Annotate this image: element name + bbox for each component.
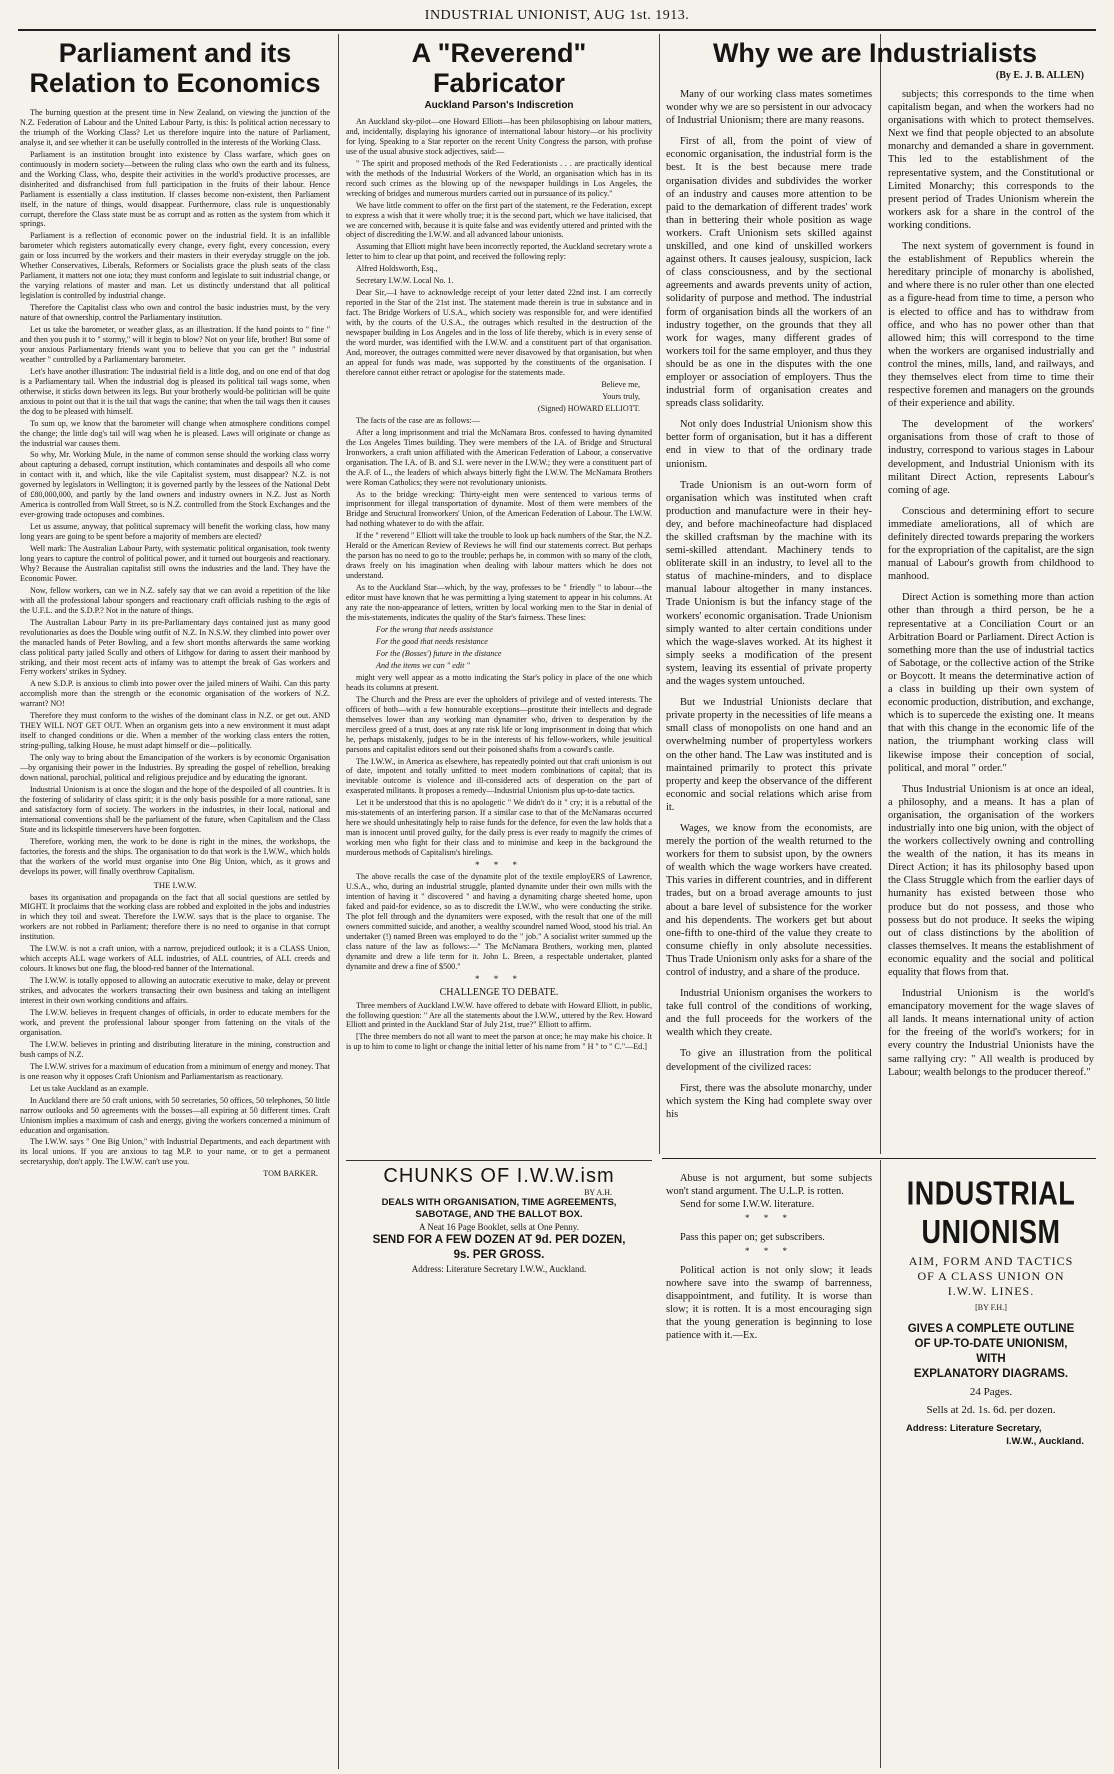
advert-author: [BY F.H.] bbox=[975, 1303, 1007, 1312]
paragraph: Industrial Unionism is the world's emancipatory movement for the wage slaves of all lands. It means international unity of action for the freeing of the world's workers; for in every country the Industrial Unionists have the same rallying cry: " All wealth is produced by Labour; wealth belongs to the producer thereof." bbox=[888, 988, 1094, 1078]
advert-address: Address: Literature Secretary, bbox=[906, 1423, 1042, 1434]
verse-line: For the good that needs resistance bbox=[376, 636, 488, 646]
paragraph: [The three members do not all want to meet the parson at once; he may make his choice. It is up to him to come to light or change the initial letter of his name from " H " to " C."—Ed.] bbox=[346, 1032, 652, 1052]
paragraph: Wages, we know from the economists, are merely the portion of the wealth returned to the workers for them to subsist upon, by the owners of wealth which the wage workers have created. This varies in different countries, and in different trades, but on a broad average amounts to just about a bare level of subsistence for the worker and his dependents. The workers get but about one-fifth to one-third of the value they create to consume chiefly in only absolute necessities. Thus Trade Unionism only asks for a share of the control of industry, and a share of the produce. bbox=[666, 822, 872, 978]
column-rule bbox=[659, 34, 660, 1154]
advert-line: EXPLANATORY DIAGRAMS. bbox=[913, 1368, 1069, 1380]
paragraph: Therefore the Capitalist class who own and control the basic industries must, by the very nature of that ownership, control the Parliamentary institution. bbox=[20, 303, 330, 323]
column-rule bbox=[880, 1160, 881, 1768]
column-rule bbox=[338, 34, 339, 1769]
chunks-advert bbox=[346, 1160, 652, 1291]
article-industrialists-col-a bbox=[666, 88, 872, 1156]
paragraph: The I.W.W. is not a craft union, with a narrow, prejudiced outlook; it is a CLASS Union, which accepts ALL wage workers of ALL industries, of ALL countries, of ALL creeds and colours. It knows but one flag, the blood-red banner of the International. bbox=[20, 944, 330, 974]
paragraph: The I.W.W. is totally opposed to allowing an autocratic executive to make, delay or prevent strikes, and advocates the workers transacting their own business and taking an intelligent interest in their own working conditions and affairs. bbox=[20, 976, 330, 1006]
letter-line: Dear Sir,—I have to acknowledge receipt of your letter dated 22nd inst. I am correctly reported in the Star of the 21st inst. The statement made therein is true in substance and in fact. The Bridge Workers of U.S.A., which society was responsible for, and were identified with, by the courts of the U.S.A., the outrages which resulted in the destruction of the newspaper building in Los Angeles and in the loss of life thereby, which is in every sense of the word murder, was identified with the I.W.W. and a constituent part of that organisation. And, moreover, the outrages committed were never disavowed by that organisation, but when an appeal for funds was made, was supported by the constituents of the organisation. I therefore cannot either retract or apologise for the statements made. bbox=[346, 288, 652, 377]
paragraph: Assuming that Elliott might have been incorrectly reported, the Auckland secretary wrote a letter to him to clear up that point, and received the following reply: bbox=[346, 242, 652, 262]
advert-line: OF UP-TO-DATE UNIONISM, bbox=[914, 1338, 1068, 1350]
letter-line: Alfred Holdsworth, Esq., bbox=[356, 264, 438, 274]
advert-pages: 24 Pages. bbox=[969, 1386, 1013, 1398]
paragraph: Let us take the barometer, or weather glass, as an illustration. If the hand points to " fine " and then you push it to " stormy," will it begin to blow? Not on your life, brother! But some of your anxious Parliamentary friends want you to believe that you can get the " industrial weather " controlled by a Parliamentary barometer. bbox=[20, 325, 330, 364]
advert-price: SEND FOR A FEW DOZEN AT 9d. PER DOZEN, bbox=[372, 1234, 626, 1246]
paragraph: Parliament is a reflection of economic power on the industrial field. It is an infallible barometer which registers automatically every change, every fight, every concession, every gain or loss incurred by the workers and their masters in their everyday struggle on the job. Whether Conservatives, Liberals, Reformers or Socialists grace the plush seats of the class Parliament, it matters not one iota; they must conform and legislate to suit industrial change, or the varying relations of master and man. Let us distinctly understand that all political legislation is controlled by industrial change. bbox=[20, 231, 330, 301]
paragraph: The burning question at the present time in New Zealand, on viewing the junction of the N.Z. Federation of Labour and the United Labour Party, is this: Is political action necessary to the triumph of the Working Class? Let us therefore inquire into the nature of Parliament, analyse it, and see whether it can be usefully controlled in the interests of the Working Class. bbox=[20, 108, 330, 147]
paragraph: First, there was the absolute monarchy, under which system the King had complete sway over his bbox=[666, 1082, 872, 1120]
advert-line: WITH bbox=[976, 1353, 1006, 1365]
article-reverend-fabricator bbox=[346, 38, 652, 1158]
signature: TOM BARKER. bbox=[263, 1169, 318, 1179]
subheading: THE I.W.W. bbox=[153, 879, 197, 890]
separator-stars: * * * bbox=[475, 973, 523, 984]
paragraph: Therefore, working men, the work to be done is right in the mines, the workshops, the factories, the forests and the ships. The organisation to do that work is the I.W.W., which holds that the workers of the world must organise into One Big Union, which, as it grows and develops its power, will finally overthrow Capitalism. bbox=[20, 836, 330, 876]
paragraph: To give an illustration from the political development of the civilized races: bbox=[666, 1048, 872, 1073]
paragraph: As to the bridge wrecking: Thirty-eight men were sentenced to various terms of imprisonment for illegal transportation of dynamite. Most of them were members of the Bridge and Structural Ironworkers' Union, of the American Federation of Labour. The I.W.W. had nothing whatever to do with the affair. bbox=[346, 489, 652, 529]
paragraph: But we Industrial Unionists declare that private property in the necessities of life means a small class of monopolists on one hand and an overwhelming number of propertyless workers on the other hand. The Law was instituted and is maintained primarily to protect this private property and keep the observance of the different economic and social relations which arise from it. bbox=[666, 697, 872, 813]
short-item: Pass this paper on; get subscribers. bbox=[680, 1232, 825, 1243]
paragraph: Let's have another illustration: The industrial field is a little dog, and on one end of that dog is a Parliamentary tail. When the industrial dog is pleased its political tail wags some, when otherwise, it sticks down between its legs. But your brotherly would-be politician will be quite anxious to point out that it is the tail that wags the canine; that when the tail wags then it causes the dog to be pleased with himself. bbox=[20, 366, 330, 416]
short-items bbox=[666, 1172, 872, 1768]
verse-line: And the items we can " edit " bbox=[376, 660, 470, 670]
paragraph: So why, Mr. Working Mule, in the name of common sense should the working class worry about capturing a debased, corrupt institution, which contaminates and despoils all who come in contact with it, and which, like the vile Capitalist system, must disappear? N.Z. is not governed by legislators in Wellington; it is governed partly by the lessees of the National Debt of £80,000,000, and partly by the land owners and industry owners in N.Z. Just as North America is controlled from Wall Street, so is N.Z. controlled from the Stock Exchanges and the ever-growing trade octopuses and combines. bbox=[20, 450, 330, 520]
paragraph: The only way to bring about the Emancipation of the workers is by economic Organisation—by organising their power in the Industries. By spreading the gospel of rebellion, breaking down national, parochial, political and religious prejudice and by educating the ignorant. bbox=[20, 753, 330, 782]
letter-close: Believe me, bbox=[601, 379, 640, 389]
paragraph: The I.W.W. believes in printing and distributing literature in the mining, construction and bush camps of N.Z. bbox=[20, 1039, 330, 1059]
advert-subtitle: OF A CLASS UNION ON bbox=[917, 1269, 1065, 1283]
paragraph: Trade Unionism is an out-worn form of organisation which was instituted when craft production and manufacture were in their hey-dey, and before machineofacture had displaced the skilled craftsman by the machine with its semi-skilled attendant. Machinery tends to obliterate skill in an industry, to level all to the status of machine-minders, and to displace manual labour altogether in many instances. Trade Unionism is but the infancy stage of the workers' economic organisation. Trade Unionism simply wanted to alter certain conditions under which the wage-slaves worked. At its highest it simply seeks a modification of the present system, leaving its essential of private property and the wages system untouched. bbox=[666, 479, 872, 688]
paragraph: The next system of government is found in the establishment of Republics wherein the hereditary principle of monarchy is abolished, and where there is no ruler other than one elected as a figure-head from time to time, a person who is elected to office and has to withdraw from office, and who has no power other than that allowed him; this will correspond to the time when the workers are organised industrially and control the mines, mills, land, and railways, and they themselves elect from time to time their respective foremen and managers on the grounds of their experience and ability. bbox=[888, 241, 1094, 410]
advert-address: I.W.W., Auckland. bbox=[1006, 1436, 1084, 1447]
industrial-unionism-advert bbox=[888, 1172, 1094, 1768]
paragraph: Well mark: The Australian Labour Party, with systematic political organisation, took twenty long years to capture the control of political power, and it turned out bourgeois and reactionary. Why? Because the Australian capitalist still owns the industries and the land. They have the Economic Power. bbox=[20, 544, 330, 583]
advert-author: BY A.H. bbox=[584, 1188, 612, 1197]
paragraph: Therefore they must conform to the wishes of the dominant class in N.Z. or get out. AND THEY WILL NOT GET OUT. When an organism gets into a new environment it must adapt itself to changed conditions or die. When a member of the working class enters the rotten, string-pulling, talking House, he must adapt himself or die—politically. bbox=[20, 711, 330, 751]
paragraph: The I.W.W. says " One Big Union," with Industrial Departments, and each department with its local unions. If you are anxious to tag M.P. to your name, or to get a permanent secretaryship, don't apply. The I.W.W. can't use you. bbox=[20, 1137, 330, 1167]
advert-title: CHUNKS OF I.W.W.ism bbox=[383, 1165, 615, 1187]
advert-line: DEALS WITH ORGANISATION, TIME AGREEMENTS, bbox=[381, 1197, 617, 1208]
paragraph: If the " reverend " Elliott will take the trouble to look up back numbers of the Star, the N.Z. Herald or the American Review of Reviews he will find our statements correct. But perhaps the parson has no need to go to the trouble; perhaps he, in common with so many of the cloth, draws freely on his imagination when dealing with labour matters which he does not understand. bbox=[346, 531, 652, 581]
paragraph: Parliament is an institution brought into existence by Class warfare, which goes on continuously in modern society—between the ruling class who own the earth and its fulness, and the Working Class, who, despite their activities in the world's productive processes, are disinherited and disfranchised from full participation in the fruits of their labour. Hence Parliament is essentially a class institution. If classes become non-existent, then Parliament itself, in the nature of things, would disappear. Furthermore, class rule is unquestionably corrupt, therefore the Class state must be as corrupt and as rotten as the system from which it springs. bbox=[20, 149, 330, 229]
advert-address: Address: Literature Secretary I.W.W., Auckland. bbox=[411, 1264, 587, 1274]
separator-stars: * * * bbox=[745, 1213, 793, 1223]
article-title: A "Reverend" Fabricator bbox=[411, 38, 587, 98]
paragraph: The I.W.W. believes in frequent changes of officials, in order to educate members for the work, and prevent the professional labour sponger from fattening on the vitals of the organisation. bbox=[20, 1008, 330, 1037]
masthead: INDUSTRIAL UNIONIST, AUG 1st. 1913. bbox=[424, 8, 690, 23]
paragraph: Three members of Auckland I.W.W. have offered to debate with Howard Elliott, in public, the following question: " Are all the statements about the I.W.W., uttered by the Rev. Howard Elliott and printed in the Auckland Star of July 21st, true?" Elliott to affirm. bbox=[346, 1000, 652, 1030]
separator-stars: * * * bbox=[745, 1246, 793, 1256]
paragraph: The Australian Labour Party in its pre-Parliamentary days contained just as many good revolutionaries as does the Double wing outfit of N.Z. In N.S.W. they climbed into power over the manacled hands of Peter Bowling, and a few short months afterwards the same working class political party jailed Scully and others of Lithgow for daring to assert their manhood by striking, and their most recent acts of infamy was to attempt the break of Gas workers and Ferry workers' strikes in Sydney. bbox=[20, 617, 330, 677]
paragraph: The Church and the Press are ever the upholders of privilege and of vested interests. The officers of both—with a few honourable exceptions—prostitute their intellects and degrade themselves lower than any working man dynamiter who, driven to desperation by the merciless greed of a trust, does at any rate risk life or long imprisonment in doing that which he, perhaps mistakenly, judges to be in the interests of his fellow-workers, while jesuitical parsons and capitalist editors send out their poisoned shafts from a coward's castle. bbox=[346, 694, 652, 754]
paragraph: " The spirit and proposed methods of the Red Federationists . . . are practically identical with the methods of the Industrial Workers of the World, an organisation which has in its record such crimes as the blowing up of the newspaper buildings in Los Angeles, the wrecking of bridges and numerous murders carried out in pursuance of its policy." bbox=[346, 158, 652, 198]
paragraph: After a long imprisonment and trial the McNamara Bros. confessed to having dynamited the Los Angeles Times building. They were members of the I.A. of Bridge and Structural Ironworkers, a craft union affiliated with the American Federation of Labour, a conservative organisation. The I.A. of B. and S.I. were never in the I.W.W.; they were a constituent part of the A.F. of L., the leaders of which always bitterly fight the I.W.W. The McNamara Brothers were Roman Catholics; they were not revolutionary unionists. bbox=[346, 427, 652, 487]
verse-line: For the wrong that needs assistance bbox=[376, 624, 493, 634]
paragraph: As to the Auckland Star—which, by the way, professes to be " friendly " to labour—the editor must have known that he was permitting a lying statement to appear in his columns. At any rate the non-appearance of letters, written by local working men to the Star in denial of the mis-statements, indicates the quality of the Star's fairness. These lines: bbox=[346, 583, 652, 622]
paragraph: Now, fellow workers, can we in N.Z. safely say that we can avoid a repetition of the like with all the professional labour spongers and reactionary craft officials rushing to the ægis of the U.F.L. and the S.D.P.? Not in the nature of things. bbox=[20, 585, 330, 615]
paragraph: The facts of the case are as follows:— bbox=[356, 415, 480, 425]
paragraph: We have little comment to offer on the first part of the statement, re the Federation, except to express a wish that it were wholly true; it is the second part, which we have italicised, that we are concerned with, because it is quite false and was evidently uttered and printed with the object of discrediting the I.W.W. and all advanced labour unionists. bbox=[346, 200, 652, 240]
separator-stars: * * * bbox=[475, 860, 523, 871]
masthead-rule bbox=[18, 29, 1096, 31]
verse-line: For the (Bosses') future in the distance bbox=[376, 648, 502, 658]
short-item: Send for some I.W.W. literature. bbox=[680, 1199, 815, 1210]
short-item: Political action is not only slow; it leads nowhere save into the swamp of barrenness, disappointment, and futility. It is worse than slow; it is rotten. It is a most encouraging sign that the young generation is beginning to lose patience with it.—Ex. bbox=[666, 1265, 872, 1341]
advert-subtitle: I.W.W. LINES. bbox=[947, 1284, 1035, 1298]
paragraph: An Auckland sky-pilot—one Howard Elliott—has been philosophising on labour matters, and, incidentally, displaying his ignorance of international labour history—or his proclivity for lying. Speaking to a Star reporter on the recent Unity Congress the parson, with profuse use of the usual abusive stock adjectives, said:— bbox=[346, 117, 652, 156]
paragraph: subjects; this corresponds to the time when capitalism began, and when the workers had no organisations with which to protect themselves. Next we find that people objected to an absolute monarchy and demanded a share in government. This led to the establishment of the representative system, and the Constitutional or Limited Monarchy; this corresponds to the present period of Trades Unionism wherein the workers ask for a share in the control of the working conditions. bbox=[888, 89, 1094, 231]
advert-title: INDUSTRIAL UNIONISM bbox=[906, 1174, 1076, 1251]
paragraph: Thus Industrial Unionism is at once an ideal, a philosophy, and a means. It has a plan of organisation, the organisation of the workers industrially into one big union, with the object of the workers collectively owning and controlling the wealth of the nation, it has its means in Direct Action; it has its philosophy based upon the Class Struggle which from the earlier days of humanity has existed between those who produce but do not possess, and those who possess but do not produce. It seeks the wiping out of class distinctions by the abolition of classes themselves. It means the establishment of economic equality and the social and political equality that flows from that. bbox=[888, 783, 1094, 978]
article-subtitle: Auckland Parson's Indiscretion bbox=[424, 100, 574, 111]
subheading: CHALLENGE TO DEBATE. bbox=[439, 986, 559, 998]
advert-line: A Neat 16 Page Booklet, sells at One Penny. bbox=[419, 1222, 579, 1232]
paragraph: The I.W.W. strives for a maximum of education from a minimum of energy and money. That is one reason why it opposes Craft Unionism and Parliamentarism as reactionary. bbox=[20, 1061, 330, 1081]
paragraph: Let us assume, anyway, that political supremacy will benefit the working class, how many long years are going to be spent before a majority of members are elected? bbox=[20, 522, 330, 542]
short-item: Abuse is not argument, but some subjects won't stand argument. The U.L.P. is rotten. bbox=[666, 1173, 872, 1197]
paragraph: bases its organisation and propaganda on the fact that all social questions are settled by MIGHT. It proclaims that the working class are robbed and exploited in the jobs and industries in which they toil and sweat. Therefore the I.W.W. says that is the place to organise. The workers are not robbed in Parliament; therefore there is no need to organise in that corrupt institution. bbox=[20, 892, 330, 942]
article-industrialists-col-b bbox=[888, 88, 1094, 1156]
paragraph: Not only does Industrial Unionism show this better form of organisation, but it has a different end in view to that of the ordinary trade unionism. bbox=[666, 419, 872, 470]
paragraph: The development of the workers' organisations from those of craft to those of industry, correspond to various stages in Labour development, and Industrial Unionism with its militant Direct Action, represents Labour's coming of age. bbox=[888, 419, 1094, 496]
advert-line: GIVES A COMPLETE OUTLINE bbox=[907, 1323, 1075, 1335]
byline: (By E. J. B. ALLEN) bbox=[995, 70, 1084, 81]
section-rule bbox=[662, 1158, 1096, 1159]
letter-line: Secretary I.W.W. Local No. 1. bbox=[356, 276, 454, 286]
article-parliament bbox=[20, 38, 330, 1770]
paragraph: Industrial Unionism organises the workers to take full control of the conditions of working, and the full proceeds for the workers of the wealth which they create. bbox=[666, 988, 872, 1039]
article-title: Parliament and its Relation to Economics bbox=[29, 38, 321, 98]
paragraph: Many of our working class mates sometimes wonder why we are so persistent in our advocacy of Industrial Unionism; there are many reasons. bbox=[666, 89, 872, 127]
letter-close: Yours truly, bbox=[602, 391, 640, 401]
paragraph: might very well appear as a motto indicating the Star's policy in place of the one which heads its columns at present. bbox=[346, 672, 652, 692]
advert-line: SABOTAGE, AND THE BALLOT BOX. bbox=[415, 1209, 583, 1220]
paragraph: Conscious and determining effort to secure immediate ameliorations, all of which are definitely directed towards preparing the workers for the expropriation of the capitalist, are the sign manual of Labour's growth from childhood to manhood. bbox=[888, 505, 1094, 583]
letter-signature: (Signed) HOWARD ELLIOTT. bbox=[537, 403, 640, 413]
paragraph: Direct Action is something more than action other than through a third person, be he a representative at a Conciliation Court or an Arbitration Board or Parliament. Direct Action is something more than the use of industrial tactics of Sabotage, or the collective action of the Strike or Boycott. It means the determinative action of a class in building up their own system of economic production, distribution, and exchange, which is to supercede the existing one. It means that with this change in the economic life of the nation, the triumphant working class will likewise impose their conception of social, political, and moral " order." bbox=[888, 592, 1094, 774]
paragraph: The above recalls the case of the dynamite plot of the textile employERS of Lawrence, U.S.A., who, during an industrial struggle, planted dynamite under their own mills with the intention of having it " discovered " and having a dynamiting charge sheeted home, upon faked and paid-for evidence, so as to discredit the I.W.W., who were conducting the strike. The plot fell through and the dynamiters were exposed, with the result that one of the mill owners committed suicide, and another, a wealthy scoundrel named Wood, stood his trial. An undertaker (!) named Breen was employed to do the " job." A socialist writer summed up the class nature of the law as follows:—" The McNamara Brothers, working men, planted dynamite and drew a life term for it. John L. Breen, a respectable undertaker, planted dynamite and drew a fine of $500." bbox=[346, 872, 652, 971]
advert-subtitle: AIM, FORM AND TACTICS bbox=[908, 1254, 1074, 1268]
paragraph: A new S.D.P. is anxious to climb into power over the jailed miners of Waihi. Can this party accomplish more than the strength or the economic organisation of the workers of N.Z. warrant? NO! bbox=[20, 679, 330, 709]
advert-price: Sells at 2d. 1s. 6d. per dozen. bbox=[926, 1404, 1056, 1416]
advert-price: 9s. PER GROSS. bbox=[453, 1249, 545, 1261]
paragraph: To sum up, we know that the barometer will change when atmosphere conditions compel the change; the little dog's tail will wag when he is pleased. Laws will originate or change as the industrial war causes them. bbox=[20, 418, 330, 448]
article-title: Why we are Industrialists bbox=[712, 38, 1038, 68]
paragraph: In Auckland there are 50 craft unions, with 50 secretaries, 50 offices, 50 telephones, 50 little narrow outlooks and 50 agreements with the bosses—all expiring at 50 different times. Craft Unionism implies a maximum of cash and energy, giving the workers concerned a minimum of education and organisation. bbox=[20, 1095, 330, 1135]
paragraph: First of all, from the point of view of economic organisation, the industrial form is the best. It is the best because mere trade organisation divides and subdivides the worker of an industry and causes more attention to be paid to the demarkation of different trades' work than in bettering their whole position as wage workers. Craft Unionism sets skilled against unskilled, and one kind of unskilled workers against others. It causes jealousy, suspicion, lack of class consciousness, and by the sectional agreements and awards prevents unity of action, solidarity of purpose and method. The industrial form of organisation binds all the workers of an industry together, on the grounds that they all work for wages, many different grades of workers toil for the same employer, and thus they should be as one in the disputes with the one employer or association of employers. Thus the industrial form of organisation creates and spreads class solidarity. bbox=[666, 136, 872, 410]
paragraph: Let us take Auckland as an example. bbox=[30, 1083, 149, 1093]
paragraph: Let it be understood that this is no apologetic " We didn't do it " cry; it is a rebuttal of the mis-statements of an interfering parson. If a similar case to that of the McNamaras occurred here we should unhesitatingly help to raise funds for the defence, for even the law holds that a man is innocent until proved guilty, for the daily press is ever ready to magnify the crimes of working men who fight for their class and to minimise and keep in the background the murderous methods of Capitalism's hirelings. bbox=[346, 798, 652, 858]
paragraph: The I.W.W., in America as elsewhere, has repeatedly pointed out that craft unionism is out of date, impotent and totally unfitted to meet modern combinations of capital; that its inevitable outcome is violence and ill-considered acts of desperation on the part of exasperated militants. It proposes a remedy—Industrial Unionism plus up-to-date tactics. bbox=[346, 756, 652, 796]
paragraph: Industrial Unionism is at once the slogan and the hope of the despoiled of all countries. It is the fostering of solidarity of class spirit; it is the only basis possible for a more rational, sane and satisfactory form of society. The workers in the industries, in their local, national and international conventions shall be the parliament of the future, when Capitalism and the Class State and its lickspittle timeservers have been forgotten. bbox=[20, 784, 330, 834]
